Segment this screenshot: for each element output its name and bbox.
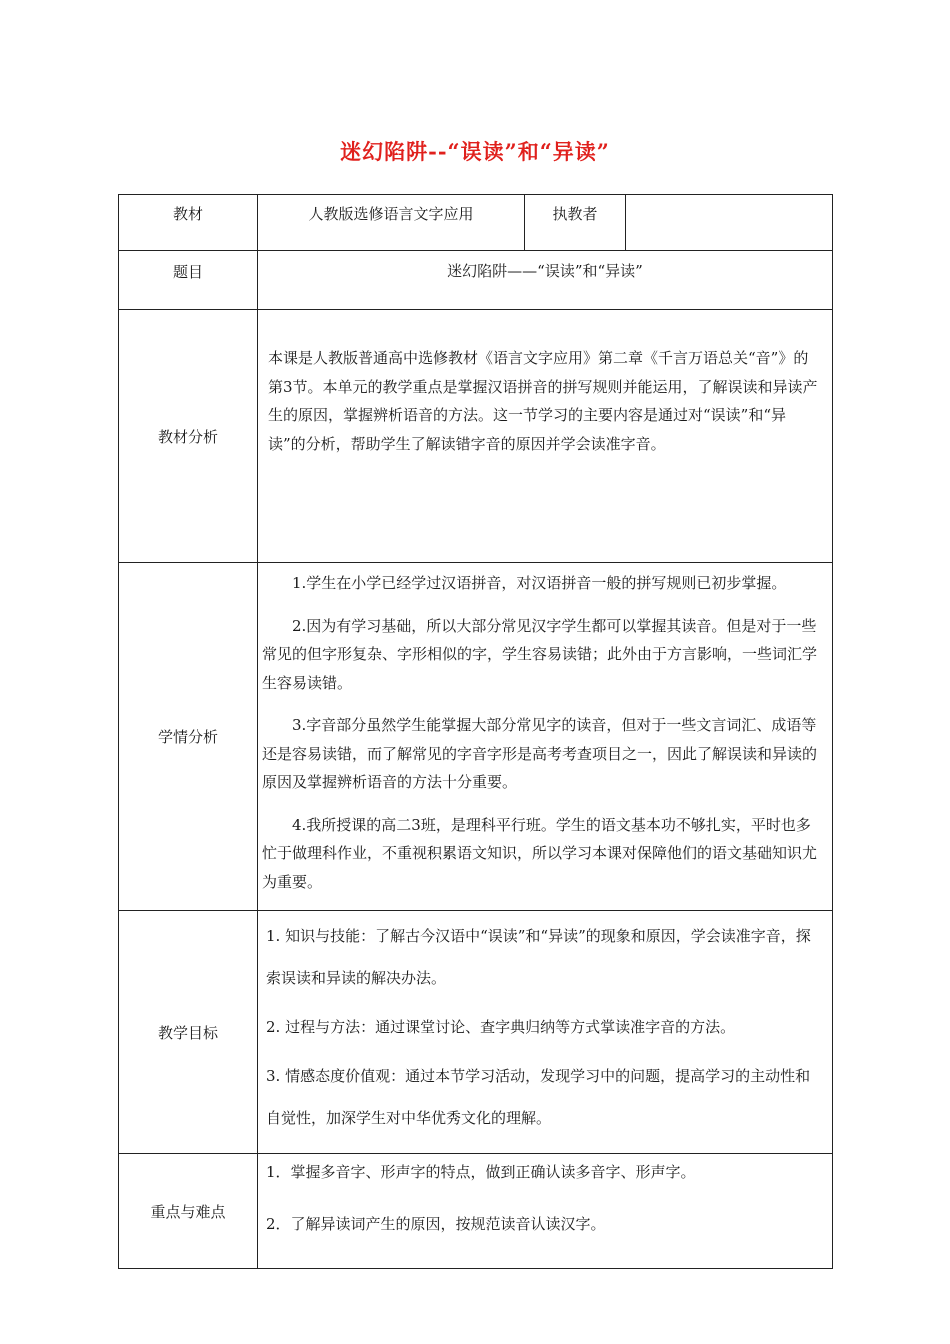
goals-item: 3. 情感态度价值观：通过本节学习活动，发现学习中的问题，提高学习的主动性和自觉性，加深学生对中华优秀文化的理解。 — [266, 1067, 811, 1127]
students-content — [258, 563, 833, 911]
analysis-paragraph: 本课是人教版普通高中选修教材《语言文字应用》第二章《千言万语总关“音”》的第3节。本单元的教学重点是掌握汉语拼音的拼写规则并能运用，了解误读和异读产生的原因，掌握辨析语音的方法。这一节学习的主要内容是通过对“误读”和“异读”的分析，帮助学生了解读错字音的原因并学会读准字音。 — [268, 349, 818, 453]
teacher-label: 执教者 — [525, 195, 626, 251]
analysis-label: 教材分析 — [119, 310, 258, 563]
students-item: 2.因为有学习基础，所以大部分常见汉字学生都可以掌握其读音。但是对于一些常见的但字形复杂、字形相似的字，学生容易读错；此外由于方言影响，一些词汇学生容易读错。 — [262, 616, 818, 692]
goals-item: 1. 知识与技能：了解古今汉语中“误读”和“异读”的现象和原因，学会读准字音，探索误读和异读的解决办法。 — [266, 927, 811, 987]
students-item: 3.字音部分虽然学生能掌握大部分常见字的读音，但对于一些文言词汇、成语等还是容易读错，而了解常见的字音字形是高考考查项目之一，因此了解误读和异读的原因及掌握辨析语音的方法十分重要。 — [262, 716, 818, 791]
goals-item: 2. 过程与方法：通过课堂讨论、查字典归纳等方式掌读准字音的方法。 — [266, 1018, 736, 1036]
key-points-content — [258, 1154, 833, 1269]
key-points-label: 重点与难点 — [119, 1154, 258, 1269]
topic-label: 题目 — [119, 251, 258, 310]
students-row — [119, 563, 833, 911]
key-points-item: 1．掌握多音字、形声字的特点，做到正确认读多音字、形声字。 — [266, 1163, 696, 1181]
topic-value: 迷幻陷阱——“误读”和“异读” — [258, 251, 833, 310]
key-points-item: 2．了解异读词产生的原因，按规范读音认读汉字。 — [266, 1215, 606, 1233]
students-label: 学情分析 — [119, 563, 258, 911]
textbook-label: 教材 — [119, 195, 258, 251]
students-item: 1.学生在小学已经学过汉语拼音，对汉语拼音一般的拼写规则已初步掌握。 — [292, 574, 787, 592]
teacher-value — [626, 195, 833, 251]
goals-content — [258, 911, 833, 1154]
key-points-row — [119, 1154, 833, 1269]
goals-label: 教学目标 — [119, 911, 258, 1154]
textbook-value: 人教版选修语言文字应用 — [258, 195, 525, 251]
analysis-content — [258, 310, 833, 563]
students-item: 4.我所授课的高二3班，是理科平行班。学生的语文基本功不够扎实，平时也多忙于做理科作业，不重视积累语文知识，所以学习本课对保障他们的语文基础知识尤为重要。 — [262, 815, 818, 891]
analysis-row — [119, 310, 833, 563]
document-title: 迷幻陷阱--“误读”和“异读” — [340, 139, 610, 164]
lesson-plan-table — [118, 194, 833, 1269]
textbook-row — [119, 195, 833, 251]
goals-row — [119, 911, 833, 1154]
topic-row — [119, 251, 833, 310]
